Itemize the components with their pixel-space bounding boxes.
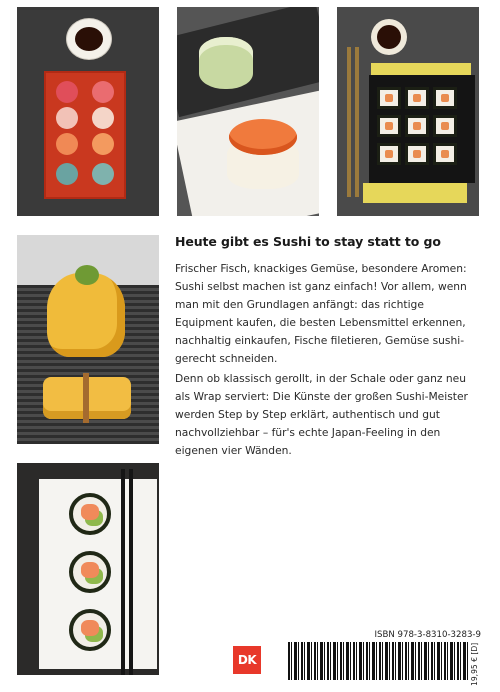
barcode [288, 642, 468, 680]
photo-maki-rolls-slate [337, 7, 479, 216]
isbn-number: ISBN 978-3-8310-3283-9 [374, 630, 481, 640]
photo-salmon-rice-tower [177, 7, 319, 216]
price-label: 19,95 € [D] [470, 642, 479, 686]
photo-sushi-wraps [17, 235, 159, 444]
blurb-paragraph-2: Denn ob klassisch gerollt, in der Schale oder ganz neu als Wrap serviert: Die Künste der großen Sushi-Meister werden Step by Step erklärt, authentisch und gut nachvollziehbar – für's echte Japan-Feeling in den eigenen vier Wänden. [175, 372, 468, 457]
publisher-logo: DK [233, 646, 261, 674]
photo-futomaki-plate [17, 463, 159, 675]
blurb-paragraph-1: Frischer Fisch, knackiges Gemüse, besondere Aromen: Sushi selbst machen ist ganz einfach! Vor allem, wenn man mit den Grundlagen anfängt: das richtige Equipment kaufen, die besten Lebensmittel erkennen, nachhaltig einkaufen, Fische filetieren, Gemüse sushi-gerecht schneiden. [175, 262, 467, 365]
blurb-heading: Heute gibt es Sushi to stay statt to go [175, 234, 441, 249]
photo-temari-sushi [17, 7, 159, 216]
